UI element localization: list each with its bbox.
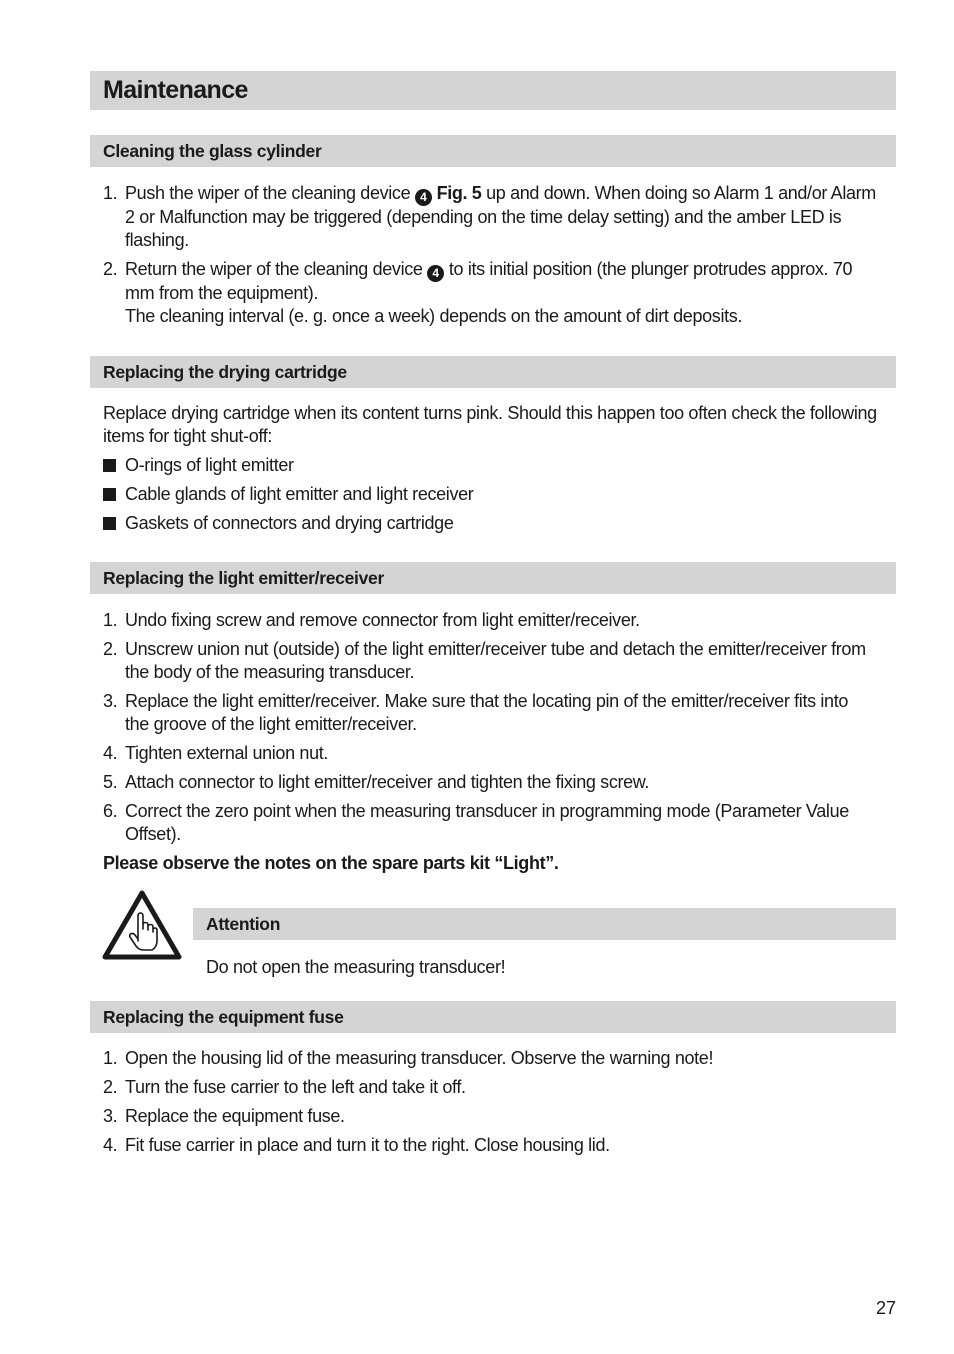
list-item: 2. Return the wiper of the cleaning device 4 to its initial position (the plunger protrudes approx. 70 mm from the equipment). The cleaning interval (e. g. once a week) depends on the amount of dirt deposits. [103,259,853,326]
page-content [90,71,896,1163]
list-item: 2. Turn the fuse carrier to the left and take it off. [103,1077,466,1097]
fuse-steps [90,1047,896,1157]
attention-heading: Attention [193,908,896,940]
section-heading-emitter: Replacing the light emitter/receiver [90,562,896,594]
callout-marker-icon: 4 [415,189,432,206]
drying-bullets [90,454,896,535]
callout-marker-icon: 4 [427,265,444,282]
bullet-square-icon [103,517,116,530]
bullet-square-icon [103,459,116,472]
drying-intro: Replace drying cartridge when its content turns pink. Should this happen too often check the following items for tight shut-off: [103,403,877,446]
list-item: 2. Unscrew union nut (outside) of the light emitter/receiver tube and detach the emitter/receiver from the body of the measuring transducer. [103,639,866,682]
list-item: 4. Tighten external union nut. [103,743,329,763]
section-heading-drying: Replacing the drying cartridge [90,356,896,388]
list-item: 3. Replace the equipment fuse. [103,1106,345,1126]
page-number: 27 [875,1298,896,1318]
list-item: Gaskets of connectors and drying cartridge [103,512,896,535]
list-item: 5. Attach connector to light emitter/receiver and tighten the fixing screw. [103,772,650,792]
attention-text: Do not open the measuring transducer! [206,957,506,977]
glass-steps [90,182,896,328]
emitter-steps [90,609,896,846]
list-item: 4. Fit fuse carrier in place and turn it to the right. Close housing lid. [103,1135,610,1155]
attention-box [90,889,896,979]
figure-reference: Fig. 5 [436,183,482,203]
list-item: 1. Undo fixing screw and remove connector from light emitter/receiver. [103,610,640,630]
warning-hand-icon [101,889,183,961]
spare-parts-note: Please observe the notes on the spare parts kit “Light”. [103,853,559,873]
section-heading-fuse: Replacing the equipment fuse [90,1001,896,1033]
page-title: Maintenance [90,71,896,110]
list-item: 3. Replace the light emitter/receiver. Make sure that the locating pin of the emitter/receiver fits into the groove of the light emitter/receiver. [103,691,849,734]
list-item: Cable glands of light emitter and light receiver [103,483,896,506]
list-item: O-rings of light emitter [103,454,896,477]
section-heading-glass: Cleaning the glass cylinder [90,135,896,167]
list-item: 6. Correct the zero point when the measuring transducer in programming mode (Parameter Value Offset). [103,801,849,844]
list-item: 1. Push the wiper of the cleaning device 4 Fig. 5 up and down. When doing so Alarm 1 and/or Alarm 2 or Malfunction may be triggered (depending on the time delay setting) and the amber LED is flashing. [103,183,876,250]
bullet-square-icon [103,488,116,501]
list-item: 1. Open the housing lid of the measuring transducer. Observe the warning note! [103,1048,714,1068]
